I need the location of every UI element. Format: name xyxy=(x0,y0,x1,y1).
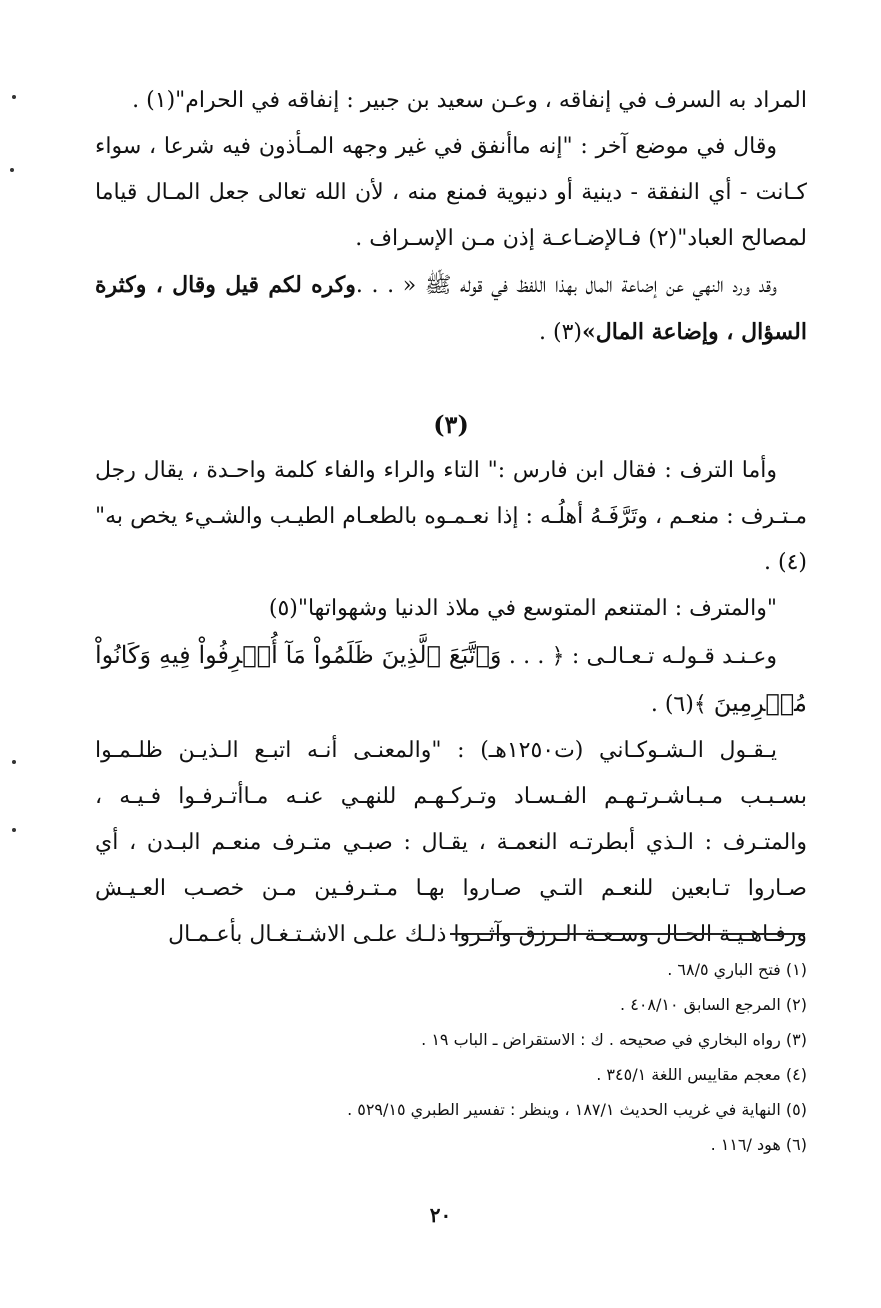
main-text xyxy=(95,78,807,958)
page-number: ٢٠ xyxy=(429,1203,452,1227)
section-gap xyxy=(95,356,807,402)
margin-mark xyxy=(12,828,16,832)
paragraph-6-footnote-ref: ﴾(٦) . xyxy=(650,692,707,717)
footnote-2: (٢) المرجع السابق ٤٠٨/١٠ . xyxy=(620,995,807,1014)
paragraph-4: وأما الترف : فقال ابن فارس :" التاء والراء والفاء كلمة واحـدة ، يقال رجل مـتـرف : منعـم ، وتَرَّفَـهُ أهلُـه : إذا نعـمـوه بالطعـام الطيـب والشـيء يخص به"(٤) . xyxy=(95,458,807,575)
paragraph-3 xyxy=(95,262,807,356)
paragraph-3-footnote-ref: (٣) . xyxy=(539,320,582,345)
paragraph-6 xyxy=(95,632,807,728)
quran-verse: وَٱتَّبَعَ ٱلَّذِينَ ظَلَمُواْ مَآ أُتۡرِفُواْ فِيهِ وَكَانُواْ مُجۡرِمِينَ xyxy=(95,641,807,717)
footnote-1: (١) فتح الباري ٦٨/٥ . xyxy=(667,960,807,979)
footnote-4: (٤) معجم مقاييس اللغة ٣٤٥/١ . xyxy=(596,1065,807,1084)
paragraph-6-intro: وعـنـد قـولـه تـعـالـى : ﴿ . . . xyxy=(508,644,777,669)
footnote-6: (٦) هود /١١٦ . xyxy=(710,1135,807,1154)
paragraph-2: وقال في موضع آخر : "إنه ماأنفق في غير وجهه المـأذون فيه شرعا ، سواء كـانت - أي النفقة - دينية أو دنيوية فمنع منه ، لأن الله تعالى جعل المـال قياما لمصالح العباد"(٢) فـالإضـاعـة إذن مـن الإسـراف . xyxy=(95,134,807,251)
paragraph-1: المراد به السرف في إنفاقه ، وعـن سعيد بن جبير : إنفاقه في الحرام"(١) . xyxy=(132,88,807,113)
margin-mark xyxy=(10,168,14,172)
paragraph-5: "والمترف : المتنعم المتوسع في ملاذ الدنيا وشهواتها"(٥) xyxy=(268,596,777,621)
hadith-text: وكره لكم قيل وقال ، وكثرة السؤال ، وإضاعة المال» xyxy=(95,272,807,345)
section-number: (٣) xyxy=(433,410,469,439)
footnotes xyxy=(95,952,807,1162)
margin-mark xyxy=(12,760,16,764)
margin-mark xyxy=(12,95,16,99)
paragraph-7: يـقـول الـشـوكـاني (ت١٢٥٠هـ) : "والمعنـى أنـه اتبـع الـذيـن ظلـمـوا بسـبـب مـبـاشـرتـهـم الفـسـاد وتـركـهـم للنهـي عنـه مـاأتـرفـوا فـيـه ، والمتـرف : الـذي أبطرتـه النعمـة ، يقـال : صبـي متـرف منعـم البـدن ، أي صـاروا تـابعين للنعـم التـي صـاروا بهـا مـتـرفـين مـن خصـب العـيـش ورفـاهـيـة الحـال وسـعـة الـرزق وآثـروا ذلـك علـى الاشـتـغـال بأعـمـال xyxy=(95,738,807,947)
footnote-separator xyxy=(450,933,805,935)
footnote-3: (٣) رواه البخاري في صحيحه . ك : الاستقراض ـ الباب ١٩ . xyxy=(421,1030,807,1049)
footnote-5: (٥) النهاية في غريب الحديث ١٨٧/١ ، وينظر : تفسير الطبري ٥٢٩/١٥ . xyxy=(347,1100,807,1119)
paragraph-3-intro: وقد ورد النهي عن إضاعة المال بهذا اللفظ في قوله ﷺ « . . . xyxy=(355,273,777,298)
